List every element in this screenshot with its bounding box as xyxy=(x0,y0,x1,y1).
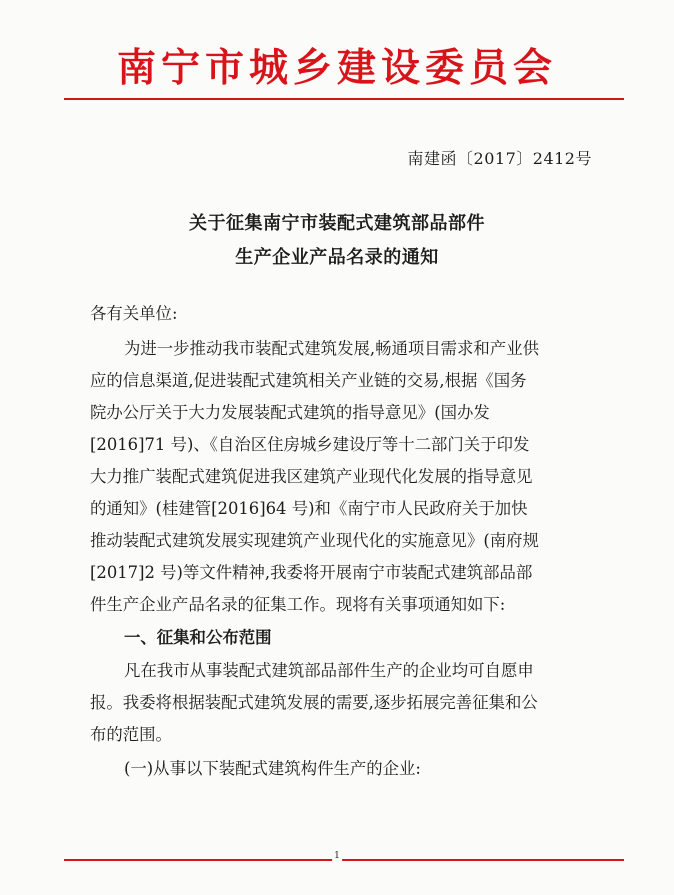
paragraph-line: [2017]2 号)等文件精神,我委将开展南宁市装配式建筑部品部 xyxy=(90,563,533,582)
paragraph-line: 应的信息渠道,促进装配式建筑相关产业链的交易,根据《国务 xyxy=(90,371,527,390)
header-rule-top xyxy=(64,98,624,100)
paragraph-line: 大力推广装配式建筑促进我区建筑产业现代化发展的指导意见 xyxy=(90,467,533,486)
footer-rule xyxy=(64,859,624,861)
paragraph-line: 院办公厅关于大力发展装配式建筑的指导意见》(国办发 xyxy=(90,403,490,422)
page-number: 1 xyxy=(334,851,340,861)
paragraph-line: 的通知》(桂建管[2016]64 号)和《南宁市人民政府关于加快 xyxy=(90,499,528,518)
salutation: 各有关单位: xyxy=(90,304,178,323)
paragraph-line: 布的范围。 xyxy=(90,725,172,744)
notice-title-line-2: 生产企业产品名录的通知 xyxy=(235,247,439,268)
section-heading-1: 一、征集和公布范围 xyxy=(124,628,272,647)
subsection-heading-1: (一)从事以下装配式建筑构件生产的企业: xyxy=(124,759,421,778)
paragraph-line: 推动装配式建筑发展实现建筑产业现代化的实施意见》(南府规 xyxy=(90,531,539,550)
paragraph-line: 报。我委将根据装配式建筑发展的需要,逐步拓展完善征集和公 xyxy=(90,693,538,712)
agency-header: 南宁市城乡建设委员会 xyxy=(116,45,557,91)
paragraph-line: [2016]71 号)、《自治区住房城乡建设厅等十二部门关于印发 xyxy=(90,435,530,454)
notice-title-line-1: 关于征集南宁市装配式建筑部品部件 xyxy=(189,213,485,234)
paragraph-line: 为进一步推动我市装配式建筑发展,畅通项目需求和产业供 xyxy=(124,339,539,358)
paragraph-line: 件生产企业产品名录的征集工作。现将有关事项通知如下: xyxy=(90,595,506,614)
paragraph-line: 凡在我市从事装配式建筑部品部件生产的企业均可自愿申 xyxy=(124,661,534,680)
document-number: 南建函〔2017〕2412号 xyxy=(407,149,592,168)
